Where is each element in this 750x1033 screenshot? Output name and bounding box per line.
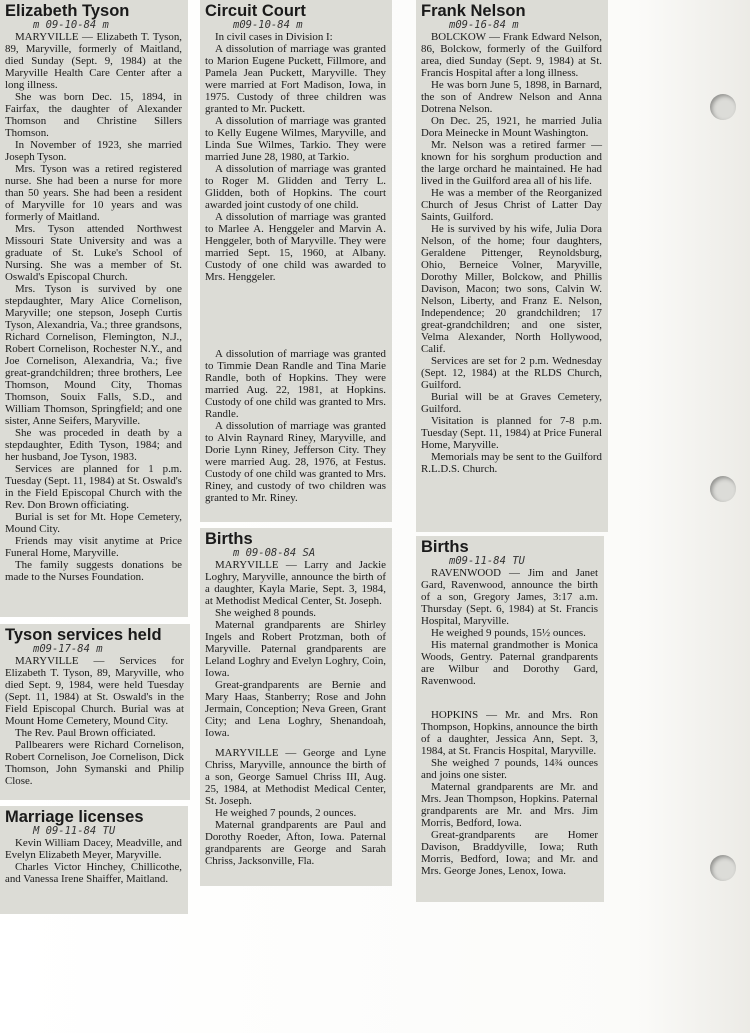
paragraph: Burial is set for Mt. Hope Cemetery, Mound City. xyxy=(5,511,182,535)
paragraph: Maternal grandparents are Shirley Ingels and Robert Protzman, both of Maryville. Paternal grandparents are Leland Loghry and Evelyn Loghry, Coin, Iowa. xyxy=(205,619,386,679)
clipping-title: Circuit Court xyxy=(205,2,306,20)
paragraph: She was born Dec. 15, 1894, in Fairfax, the daughter of Alexander Thomson and Christine Sillers Thomson. xyxy=(5,91,182,139)
paragraph: The Rev. Paul Brown officiated. xyxy=(15,727,156,739)
clipping-title: Births xyxy=(205,530,253,548)
paragraph: A dissolution of marriage was granted to Kelly Eugene Wilmes, Maryville, and Linda Sue Wilmes, Tarkio. They were married June 28, 1980, at Tarkio. xyxy=(205,115,386,163)
paragraph: RAVENWOOD — Jim and Janet Gard, Ravenwood, announce the birth of a son, Gregory James, 3:17 a.m. Thursday (Sept. 6, 1984) at St. Francis Hospital, Maryville. xyxy=(421,567,598,627)
paragraph: MARYVILLE — George and Lyne Chriss, Maryville, announce the birth of a son, George Samuel Chriss III, Aug. 25, 1984, at Methodist Medical Center, St. Joseph. xyxy=(205,747,386,807)
clipping-title: Tyson services held xyxy=(5,626,162,644)
paragraph: Services are planned for 1 p.m. Tuesday (Sept. 11, 1984) at St. Oswald's in the Field Episcopal Church with the Rev. Don Brown officiating. xyxy=(5,463,182,511)
paragraph: She weighed 8 pounds. xyxy=(215,607,317,619)
paragraph: Friends may visit anytime at Price Funeral Home, Maryville. xyxy=(5,535,182,559)
clipping-elizabeth-tyson xyxy=(0,0,188,617)
paragraph: A dissolution of marriage was granted to Marlee A. Henggeler and Marvin A. Henggeler, both of Maryville. They were married Sept. 15, 1960, at Albany. Custody of one child was awarded to Mrs. Henggeler. xyxy=(205,211,386,283)
paragraph: Maternal grandparents are Mr. and Mrs. Jean Thompson, Hopkins. Paternal grandparents are Mr. and Mrs. Jim Morris, Bedford, Iowa. xyxy=(421,781,598,829)
paragraph: He weighed 7 pounds, 2 ounces. xyxy=(215,807,357,819)
paragraph: Charles Victor Hinchey, Chillicothe, and Vanessa Irene Shaiffer, Maitland. xyxy=(5,861,182,885)
paragraph: Maternal grandparents are Paul and Dorothy Roeder, Afton, Iowa. Paternal grandparents are George and Sarah Chriss, Jacksonville, Fla. xyxy=(205,819,386,867)
paragraph: Visitation is planned for 7-8 p.m. Tuesday (Sept. 11, 1984) at Price Funeral Home, Maryville. xyxy=(421,415,602,451)
paragraph: A dissolution of marriage was granted to Marion Eugene Puckett, Fillmore, and Pamela Jean Puckett, Maryville. They were married at Fort Madison, Iowa, in 1975. Custody of three children was granted to Mr. Puckett. xyxy=(205,43,386,115)
paragraph: Services are set for 2 p.m. Wednesday (Sept. 12, 1984) at the RLDS Church, Guilford. xyxy=(421,355,602,391)
clipping-tyson-services xyxy=(0,624,190,800)
paragraph: He was born June 5, 1898, in Barnard, the son of Andrew Nelson and Anna Dotrena Nelson. xyxy=(421,79,602,115)
paragraph: Kevin William Dacey, Meadville, and Evelyn Elizabeth Meyer, Maryville. xyxy=(5,837,182,861)
paragraph: Burial will be at Graves Cemetery, Guilford. xyxy=(421,391,602,415)
paragraph: Great-grandparents are Homer Davison, Braddyville, Iowa; Ruth Morris, Bedford, Iowa; and Mr. and Mrs. George Jones, Lenox, Iowa. xyxy=(421,829,598,877)
paragraph: On Dec. 25, 1921, he married Julia Dora Meinecke in Mount Washington. xyxy=(421,115,602,139)
binder-hole xyxy=(710,476,736,502)
paragraph: Mrs. Tyson was a retired registered nurse. She had been a nurse for more than 50 years. She had been a resident of Maryville for 10 years and was formerly of Maitland. xyxy=(5,163,182,223)
handwritten-date: m 09-10-84 m xyxy=(33,19,109,31)
handwritten-date: m 09-08-84 SA xyxy=(233,547,316,559)
clipping-births-loghry-chriss xyxy=(200,528,392,886)
paragraph: BOLCKOW — Frank Edward Nelson, 86, Bolckow, formerly of the Guilford area, died Sunday (Sept. 9, 1984) at St. Francis Hospital after a long illness. xyxy=(421,31,602,79)
paragraph: MARYVILLE — Elizabeth T. Tyson, 89, Maryville, formerly of Maitland, died Sunday (Sept. 9, 1984) at the Maryville Health Care Center after a long illness. xyxy=(5,31,182,91)
paragraph: Great-grandparents are Bernie and Mary Haas, Stanberry; Rose and John Jermain, Conception; Neva Green, Grant City; and Lena Loghry, Shenandoah, Iowa. xyxy=(205,679,386,739)
paragraph: The family suggests donations be made to the Nurses Foundation. xyxy=(5,559,182,583)
clipping-title: Frank Nelson xyxy=(421,2,526,20)
paragraph: Memorials may be sent to the Guilford R.L.D.S. Church. xyxy=(421,451,602,475)
spacer xyxy=(421,687,598,709)
binder-hole xyxy=(710,855,736,881)
paragraph: HOPKINS — Mr. and Mrs. Ron Thompson, Hopkins, announce the birth of a daughter, Jessica Ann, Sept. 3, 1984, at St. Francis Hospital, Maryville. xyxy=(421,709,598,757)
paragraph: Pallbearers were Richard Cornelison, Robert Cornelison, Joe Cornelison, Dick Thomson, John Symanski and Philip Close. xyxy=(5,739,184,787)
paragraph: A dissolution of marriage was granted to Alvin Raynard Riney, Maryville, and Dorie Lynn Riney, Jefferson City. They were married Aug. 28, 1976, at Festus. Custody of one child was granted to Mrs. Riney, and custody of two children was granted to Mr. Riney. xyxy=(205,420,386,504)
clipping-circuit-court xyxy=(200,0,392,346)
paragraph: Mrs. Tyson attended Northwest Missouri State University and was a graduate of St. Luke's School of Nursing. She was a member of St. Oswald's Episcopal Church. xyxy=(5,223,182,283)
paragraph: He was a member of the Reorganized Church of Jesus Christ of Latter Day Saints, Guilford. xyxy=(421,187,602,223)
paragraph: A dissolution of marriage was granted to Timmie Dean Randle and Tina Marie Randle, both of Hopkins. They were married Aug. 22, 1981, at Hopkins. Custody of one child was granted to Mrs. Randle. xyxy=(205,348,386,420)
handwritten-date: M 09-11-84 TU xyxy=(33,825,116,837)
clipping-births-gard-thompson xyxy=(416,536,604,902)
handwritten-date: m09-16-84 m xyxy=(449,19,519,31)
paragraph: She was proceded in death by a stepdaughter, Edith Tyson, 1984; and her husband, Joe Tyson, 1983. xyxy=(5,427,182,463)
paragraph: MARYVILLE — Larry and Jackie Loghry, Maryville, announce the birth of a daughter, Kayla Marie, Sept. 3, 1984, at Methodist Medical Center, St. Joseph. xyxy=(205,559,386,607)
paragraph: In November of 1923, she married Joseph Tyson. xyxy=(5,139,182,163)
paragraph: He is survived by his wife, Julia Dora Nelson, of the home; four daughters, Geraldene Pittenger, Reynoldsburg, Ohio, Berneice Volner, Maryville, Dorothy Miller, Bolckow, and Phillis Davison, Macon; two sons, Calvin W. Nelson, Liberty, and Franz E. Nelson, Independence; 20 grandchildren; 17 great-grandchildren; and one sister, Velma Alexander, North Hollywood, Calif. xyxy=(421,223,602,355)
spacer xyxy=(205,739,386,747)
clipping-title: Marriage licenses xyxy=(5,808,144,826)
paragraph: His maternal grandmother is Monica Woods, Gentry. Paternal grandparents are Wilbur and Dorothy Gard, Ravenwood. xyxy=(421,639,598,687)
paragraph: She weighed 7 pounds, 14¾ ounces and joins one sister. xyxy=(421,757,598,781)
paragraph: He weighed 9 pounds, 15½ ounces. xyxy=(431,627,586,639)
paragraph: Mr. Nelson was a retired farmer — known for his sorghum production and the large orchard he maintained. He had lived in the Guilford area all of his life. xyxy=(421,139,602,187)
clipping-title: Births xyxy=(421,538,469,556)
paragraph: A dissolution of marriage was granted to Roger M. Glidden and Terry L. Glidden, both of Hopkins. The court awarded joint custody of one child. xyxy=(205,163,386,211)
paragraph: MARYVILLE — Services for Elizabeth T. Tyson, 89, Maryville, who died Sept. 9, 1984, were held Tuesday (Sept. 11, 1984) at St. Oswald's in the Field Episcopal Church. Burial was at Mount Home Cemetery, Mound City. xyxy=(5,655,184,727)
handwritten-date: m09-11-84 TU xyxy=(449,555,525,567)
clipping-title: Elizabeth Tyson xyxy=(5,2,130,20)
handwritten-date: m09-10-84 m xyxy=(233,19,303,31)
clipping-frank-nelson xyxy=(416,0,608,532)
clipping-circuit-court-continued xyxy=(200,346,392,522)
clipping-marriage-licenses xyxy=(0,806,188,914)
paragraph: Mrs. Tyson is survived by one stepdaughter, Mary Alice Cornelison, Maryville; one stepson, Joseph Curtis Tyson, Alexandria, Va.; three grandsons, Richard Cornelison, Flemington, N.J., Robert Cornelison, Rochester N.Y., and Joe Cornelison, Alexandria, Va.; five great-grandchildren; three brothers, Lee Thomson, Mound City, Thomas Thomson, Souix Falls, S.D., and William Thomson, Springfield; and one sister, Anne Seifers, Maryville. xyxy=(5,283,182,427)
paragraph: In civil cases in Division I: xyxy=(215,31,333,43)
binder-hole xyxy=(710,94,736,120)
handwritten-date: m09-17-84 m xyxy=(33,643,103,655)
